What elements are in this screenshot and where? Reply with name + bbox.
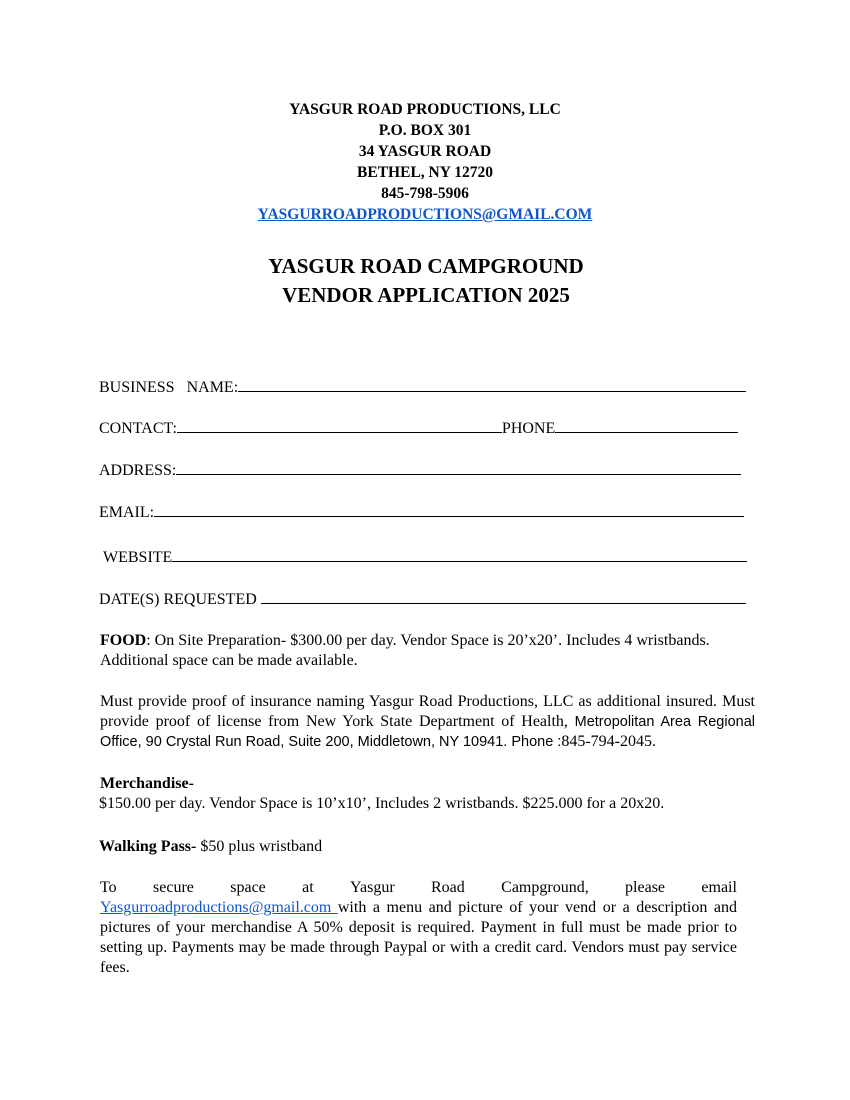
address-field[interactable] (176, 460, 741, 475)
dates-row (99, 589, 746, 610)
secure-paragraph (100, 898, 737, 978)
email-row (99, 502, 744, 523)
walking-pass-text: $50 plus wristband (196, 838, 323, 855)
dates-label: DATE(S) REQUESTED (99, 591, 257, 608)
secure-word: email (701, 879, 737, 896)
title-line-2: VENDOR APPLICATION 2025 (282, 283, 570, 307)
email-field[interactable] (154, 502, 744, 517)
phone-field[interactable] (555, 418, 738, 433)
vendor-email-link[interactable]: Yasgurroadproductions@gmail.com (100, 899, 338, 916)
po-box: P.O. BOX 301 (378, 122, 472, 139)
insurance-paragraph (100, 692, 755, 752)
secure-word: Road (431, 879, 465, 896)
health-office-address: Metropolitan Area Regional Office, 90 Crystal Run Road, Suite 200, Middletown, NY 10941. Phone : (100, 714, 755, 750)
secure-word: please (625, 879, 666, 896)
secure-word: Yasgur (350, 879, 395, 896)
contact-field[interactable] (177, 418, 502, 433)
dates-field[interactable] (261, 589, 746, 604)
food-text: : On Site Preparation- $300.00 per day. Vendor Space is 20’x20’. Includes 4 wristbands. Additional space can be made available. (100, 632, 710, 669)
business-name-row (99, 377, 746, 398)
secure-word: secure (153, 879, 194, 896)
secure-word: space (230, 879, 266, 896)
walking-pass-heading: Walking Pass- (99, 838, 197, 855)
city-state-zip: BETHEL, NY 12720 (357, 164, 493, 181)
letterhead (0, 99, 850, 225)
health-office-phone: 845-794-2045. (561, 733, 656, 750)
walking-pass-paragraph (99, 837, 739, 857)
website-field[interactable] (172, 547, 747, 562)
food-paragraph (100, 631, 740, 671)
merchandise-heading: Merchandise- (100, 775, 194, 792)
merchandise-paragraph (99, 794, 759, 814)
company-email-link[interactable]: YASGURROADPRODUCTIONS@GMAIL.COM (257, 206, 593, 223)
address-row (99, 460, 741, 481)
company-phone: 845-798-5906 (381, 185, 469, 202)
secure-word: Campground, (501, 879, 589, 896)
insurance-text: Must provide proof of insurance naming Yasgur Road Productions, LLC as additional insured. Must provide proof of license from New York State Department of Health, (100, 693, 755, 730)
secure-text: with a menu and picture of your vend or a description and pictures of your merchandise A 50% deposit is required. Payment in full must be made prior to setting up. Payments may be made through Paypal or with a credit card. Vendors must pay service fees. (100, 899, 738, 976)
secure-word: To (100, 879, 117, 896)
secure-first-line (100, 878, 737, 898)
company-name: YASGUR ROAD PRODUCTIONS, LLC (289, 101, 561, 118)
merchandise-heading-block (100, 774, 740, 794)
website-label: WEBSITE (103, 549, 173, 566)
merchandise-text: $150.00 per day. Vendor Space is 10’x10’, Includes 2 wristbands. $225.000 for a 20x20. (99, 795, 665, 812)
document-title (0, 252, 850, 310)
email-label: EMAIL: (99, 504, 155, 521)
contact-row (99, 418, 738, 439)
contact-label: CONTACT: (99, 420, 177, 437)
phone-label: PHONE (501, 420, 556, 437)
title-line-1: YASGUR ROAD CAMPGROUND (268, 254, 584, 278)
business-name-label: BUSINESS NAME: (99, 379, 239, 396)
street-address: 34 YASGUR ROAD (358, 143, 492, 160)
business-name-field[interactable] (238, 377, 746, 392)
address-label: ADDRESS: (99, 462, 177, 479)
website-row (103, 547, 747, 568)
food-heading: FOOD (100, 632, 147, 649)
secure-word: at (302, 879, 314, 896)
